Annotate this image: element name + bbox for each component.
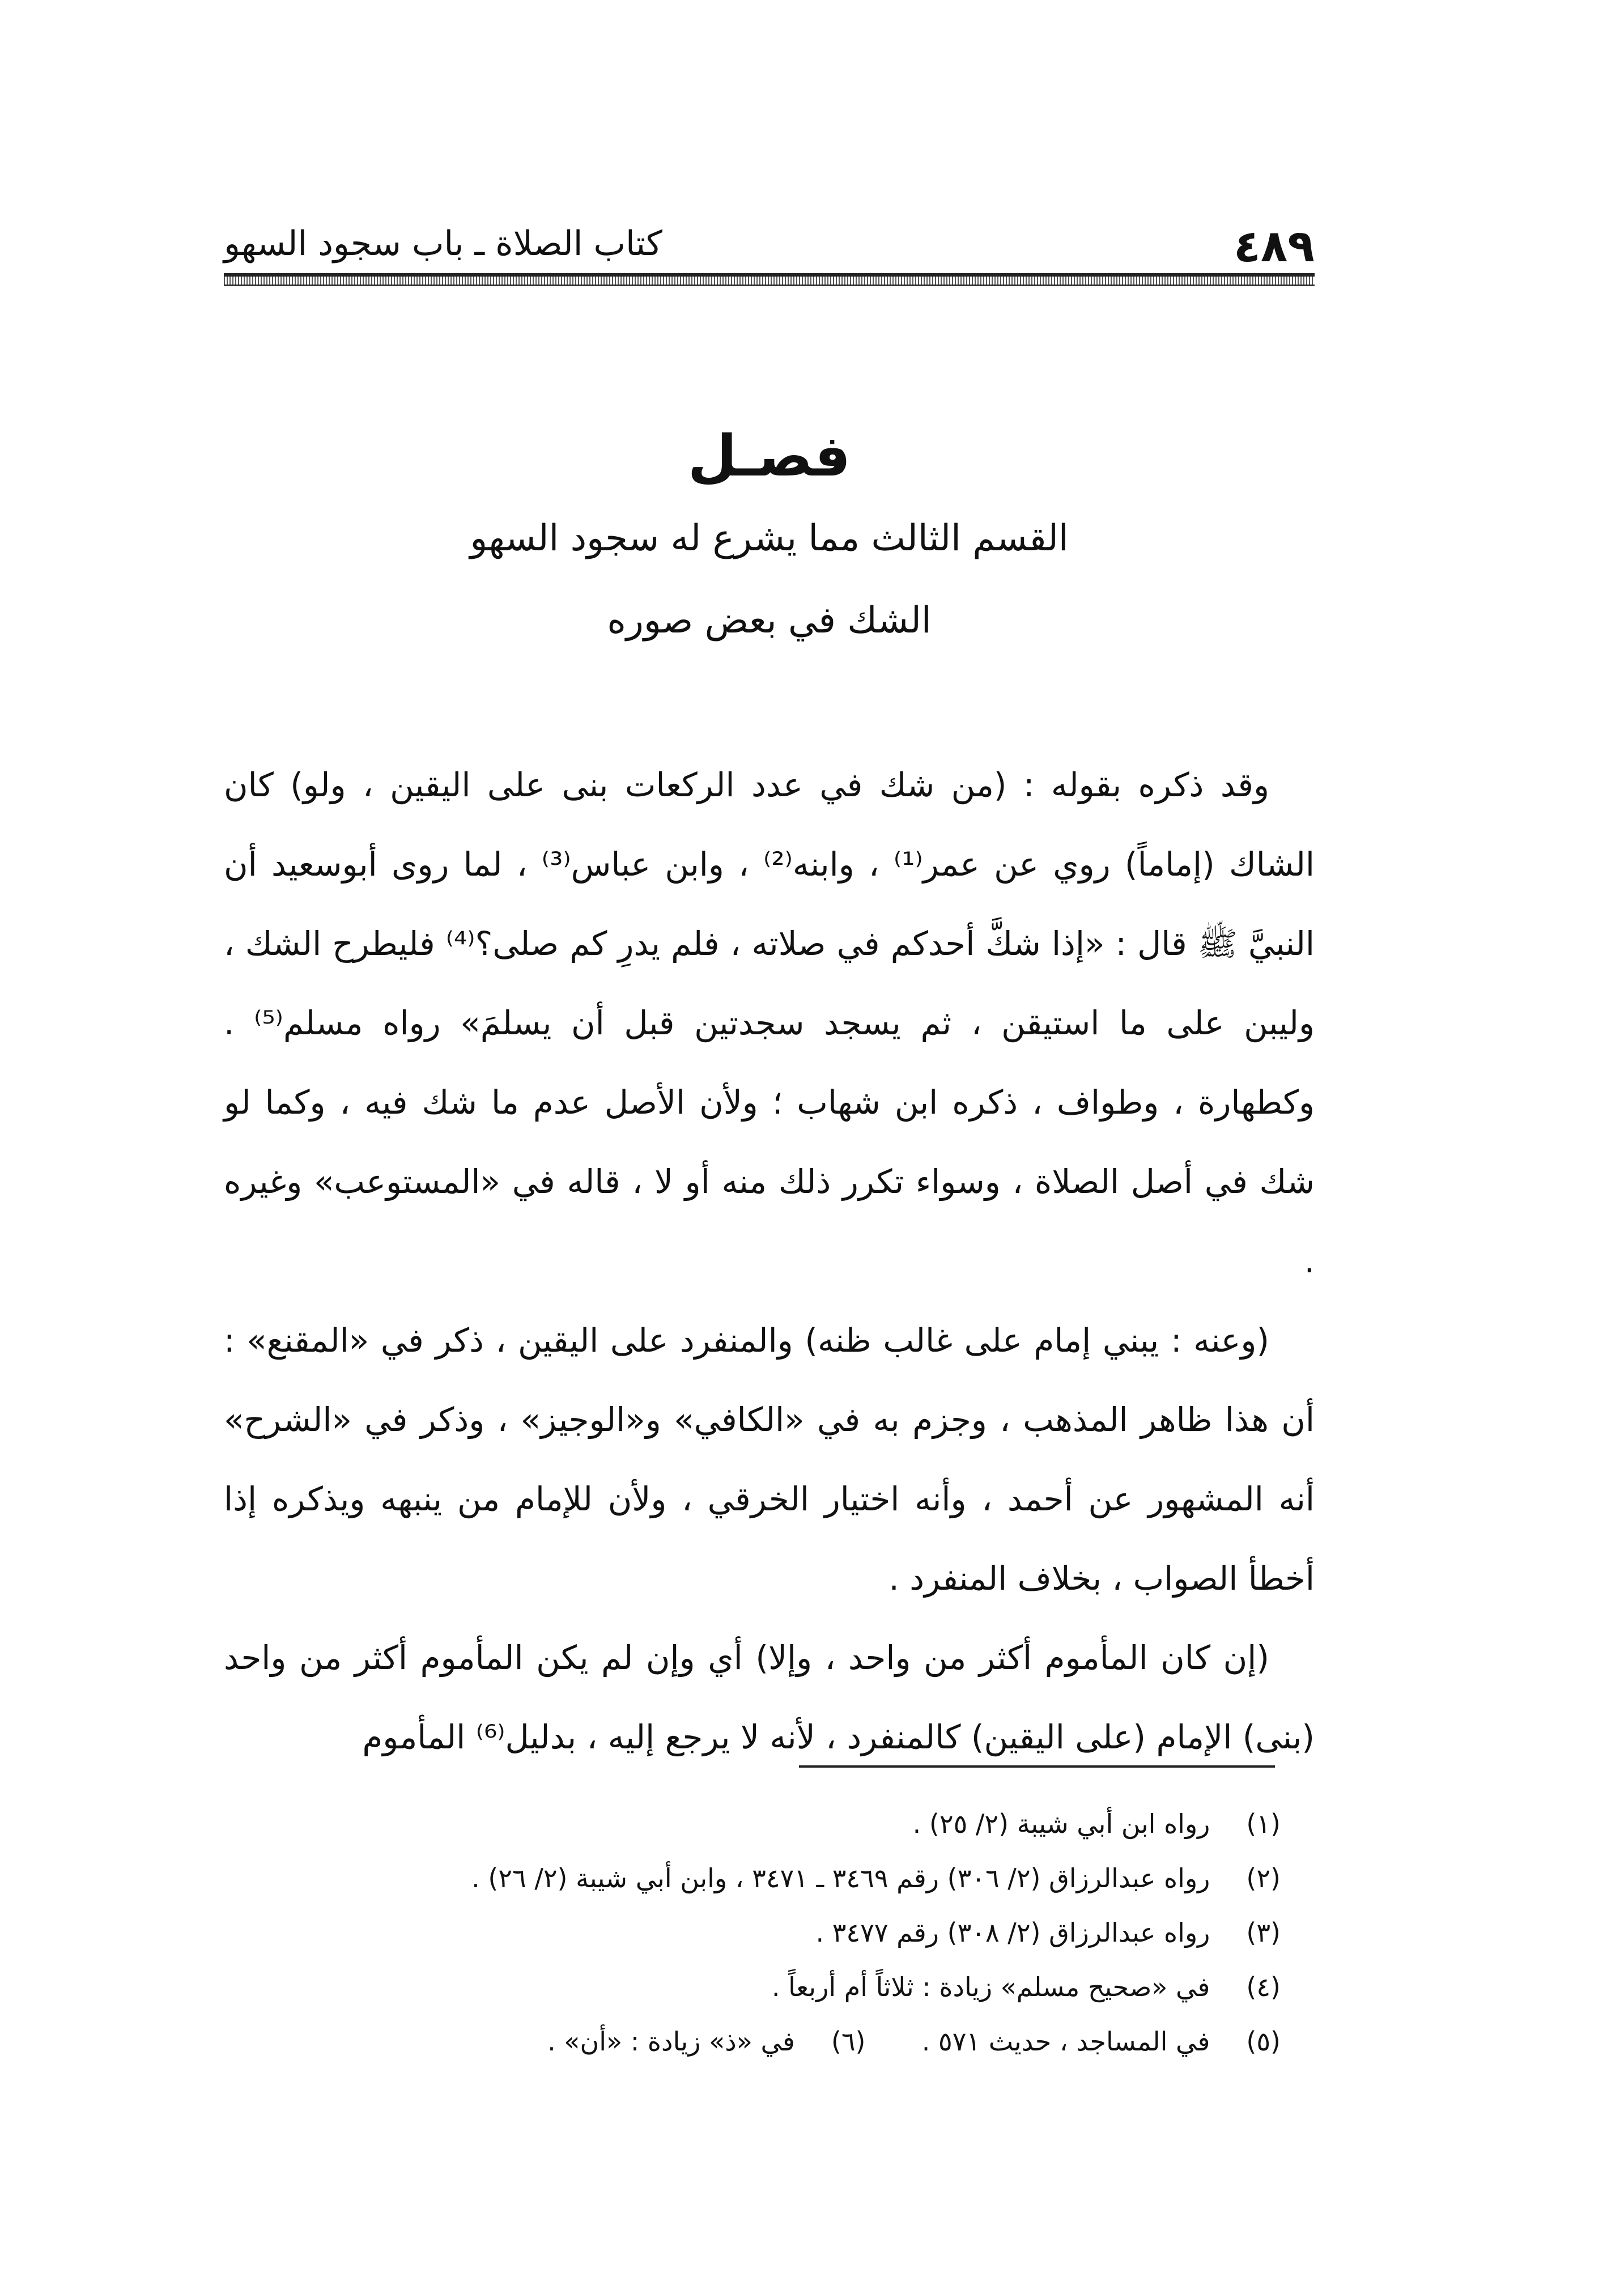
footnotes	[363, 1797, 1281, 2069]
footnote-number: (١)	[1246, 1808, 1281, 1839]
footnote-item	[363, 1960, 1281, 2014]
footnote-number: (٤)	[1246, 1972, 1281, 2002]
section-subtitle-1: القسم الثالث مما يشرع له سجود السهو	[470, 517, 1069, 559]
footnote-number: (٢)	[1246, 1863, 1281, 1893]
running-header	[224, 215, 1315, 278]
section-subtitle-2: الشك في بعض صوره	[607, 600, 932, 642]
footnote-text: في المساجد ، حديث ٥٧١ .	[921, 2026, 1210, 2057]
footnote-text: رواه عبدالرزاق (٢/ ٣٠٦) رقم ٣٤٦٩ ـ ٣٤٧١ ، وابن أبي شيبة (٢/ ٢٦) .	[471, 1863, 1210, 1893]
paragraph: وقد ذكره بقوله : (من شك في عدد الركعات بنى على اليقين ، ولو) كان الشاك (إماماً) روي عن عمر⁽¹⁾ ، وابنه⁽²⁾ ، وابن عباس⁽³⁾ ، لما روى أبوسعيد أن النبيَّ ﷺ قال : «إذا شكَّ أحدكم في صلاته ، فلم يدرِ كم صلى؟⁽⁴⁾ فليطرح الشك ، وليبن على ما استيقن ، ثم يسجد سجدتين قبل أن يسلمَ» رواه مسلم⁽⁵⁾ . وكطهارة ، وطواف ، ذكره ابن شهاب ؛ ولأن الأصل عدم ما شك فيه ، وكما لو شك في أصل الصلاة ، وسواء تكرر ذلك منه أو لا ، قاله في «المستوعب» وغيره .	[224, 766, 1315, 1280]
chapter-title: كتاب الصلاة ـ باب سجود السهو	[224, 224, 662, 264]
footnote-number: (٦)	[831, 2026, 866, 2057]
footnote-divider	[799, 1765, 1275, 1768]
footnote-item	[363, 1797, 1281, 1851]
footnote-item	[363, 1851, 1281, 1905]
page-number: ٤٨٩	[1234, 221, 1315, 272]
paragraph: (وعنه : يبني إمام على غالب ظنه) والمنفرد على اليقين ، ذكر في «المقنع» : أن هذا ظاهر المذهب ، وجزم به في «الكافي» و«الوجيز» ، وذكر في «الشرح» أنه المشهور عن أحمد ، وأنه اختيار الخرقي ، ولأن للإمام من ينبهه ويذكره إذا أخطأ الصواب ، بخلاف المنفرد .	[224, 1321, 1315, 1598]
footnote-text: رواه عبدالرزاق (٢/ ٣٠٨) رقم ٣٤٧٧ .	[815, 1917, 1210, 1948]
footnote-text: رواه ابن أبي شيبة (٢/ ٢٥) .	[912, 1808, 1210, 1839]
main-text	[224, 745, 1315, 1777]
header-rule	[224, 273, 1315, 286]
section-title: فصـل	[687, 423, 851, 489]
footnote-text: في «ذ» زيادة : «أن» .	[547, 2026, 795, 2057]
footnote-number: (٣)	[1246, 1917, 1281, 1948]
footnote-item	[363, 2014, 1281, 2069]
paragraph: (إن كان المأموم أكثر من واحد ، وإلا) أي وإن لم يكن المأموم أكثر من واحد (بنى) الإمام (على اليقين) كالمنفرد ، لأنه لا يرجع إليه ، بدليل⁽⁶⁾ المأموم	[224, 1638, 1315, 1756]
footnote-number: (٥)	[1246, 2026, 1281, 2057]
footnote-text: في «صحيح مسلم» زيادة : ثلاثاً أم أربعاً .	[771, 1972, 1210, 2002]
footnote-item	[363, 1905, 1281, 1960]
